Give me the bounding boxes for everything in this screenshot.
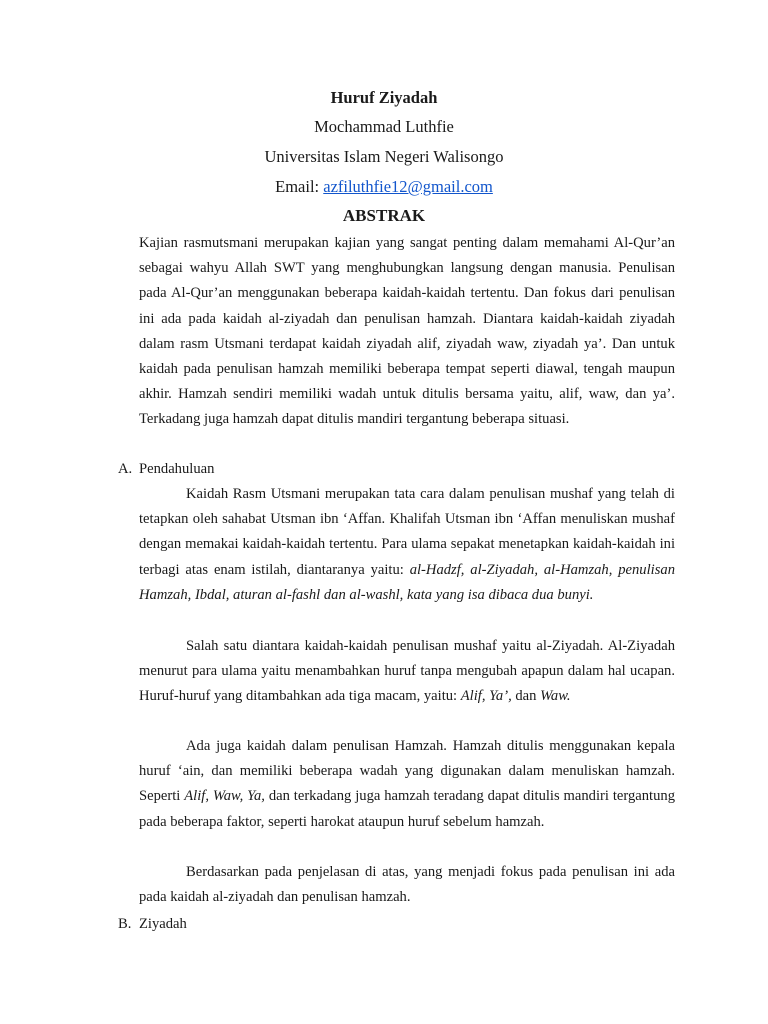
paragraph-text: Kaidah Rasm Utsmani merupakan tata cara dalam penulisan mushaf yang telah di tetapkan oleh sahabat Utsman ibn ‘Affan. Khalifah Utsman ibn ‘Affan menuliskan mushaf dengan memakai kaidah-kaidah tertentu. Para ulama sepakat menetapkan kaidah-kaidah ini terbagi atas enam istilah, diantaranya yaitu: bbox=[139, 486, 675, 578]
section-heading-b bbox=[118, 914, 518, 934]
university-name: Universitas Islam Negeri Walisongo bbox=[264, 147, 504, 166]
paragraph-italic: Alif, Ya’, bbox=[460, 688, 512, 705]
paragraph-text: Ada juga kaidah dalam penulisan Hamzah. Hamzah ditulis menggunakan kepala huruf ‘ain, dan memiliki beberapa wadah yang digunakan dalam menuliskan hamzah. Seperti bbox=[139, 738, 675, 805]
paragraph-italic: Alif, Waw, Ya, bbox=[184, 788, 265, 805]
author-name: Mochammad Luthfie bbox=[314, 117, 454, 136]
paragraph-text: dan bbox=[511, 688, 541, 705]
section-heading-a bbox=[118, 459, 518, 479]
abstract-heading: ABSTRAK bbox=[342, 206, 426, 225]
paragraph-3 bbox=[139, 734, 675, 835]
paragraph-4: Berdasarkan pada penjelasan di atas, yang menjadi fokus pada penulisan ini ada pada kaidah al-ziyadah dan penulisan hamzah. bbox=[139, 864, 675, 906]
paragraph-italic: al-Hadzf, al-Ziyadah, al-Hamzah, penulisan Hamzah, Ibdal, aturan al-fashl dan al-washl, kata yang isa dibaca dua bunyi. bbox=[139, 561, 675, 603]
email-link[interactable]: azfiluthfie12@gmail.com bbox=[323, 177, 493, 196]
section-title: Pendahuluan bbox=[139, 461, 215, 477]
paragraph-1 bbox=[139, 482, 675, 608]
email-label: Email: bbox=[275, 177, 324, 196]
document-title: Huruf Ziyadah bbox=[330, 88, 438, 107]
paragraph-text: Salah satu diantara kaidah-kaidah penulisan mushaf yaitu al-Ziyadah. Al-Ziyadah menurut para ulama yaitu menambahkan huruf tanpa mengubah apapun dalam hal ucapan. Huruf-huruf yang ditambahkan ada tiga macam, yaitu: bbox=[139, 638, 675, 705]
paragraph-text: dan terkadang juga hamzah teradang dapat ditulis mandiri tergantung pada beberapa faktor, seperti harokat ataupun huruf sebelum hamzah. bbox=[139, 788, 675, 830]
paragraph-italic: Waw. bbox=[540, 688, 571, 705]
section-label: B. bbox=[118, 916, 132, 932]
email-line bbox=[0, 177, 768, 197]
paragraph-2 bbox=[139, 634, 675, 710]
abstract-text: Kajian rasmutsmani merupakan kajian yang sangat penting dalam memahami Al-Qur’an sebagai wahyu Allah SWT yang menghubungkan langsung dengan manusia. Penulisan pada Al-Qur’an menggunakan beberapa kaidah-kaidah tertentu. Dan fokus dari penulisan ini ada pada kaidah al-ziyadah dan penulisan hamzah. Diantara kaidah-kaidah ziyadah dalam rasm Utsmani terdapat kaidah ziyadah alif, ziyadah waw, ziyadah ya’. Dan untuk kaidah pada penulisan hamzah memiliki beberapa tempat seperti diawal, tengah maupun akhir. Hamzah sendiri memiliki wadah untuk ditulis bersama yaitu, alif, waw, dan ya’. Terkadang juga hamzah dapat ditulis mandiri tergantung beberapa situasi. bbox=[139, 235, 675, 428]
section-title: Ziyadah bbox=[139, 916, 187, 932]
section-label: A. bbox=[118, 461, 133, 477]
